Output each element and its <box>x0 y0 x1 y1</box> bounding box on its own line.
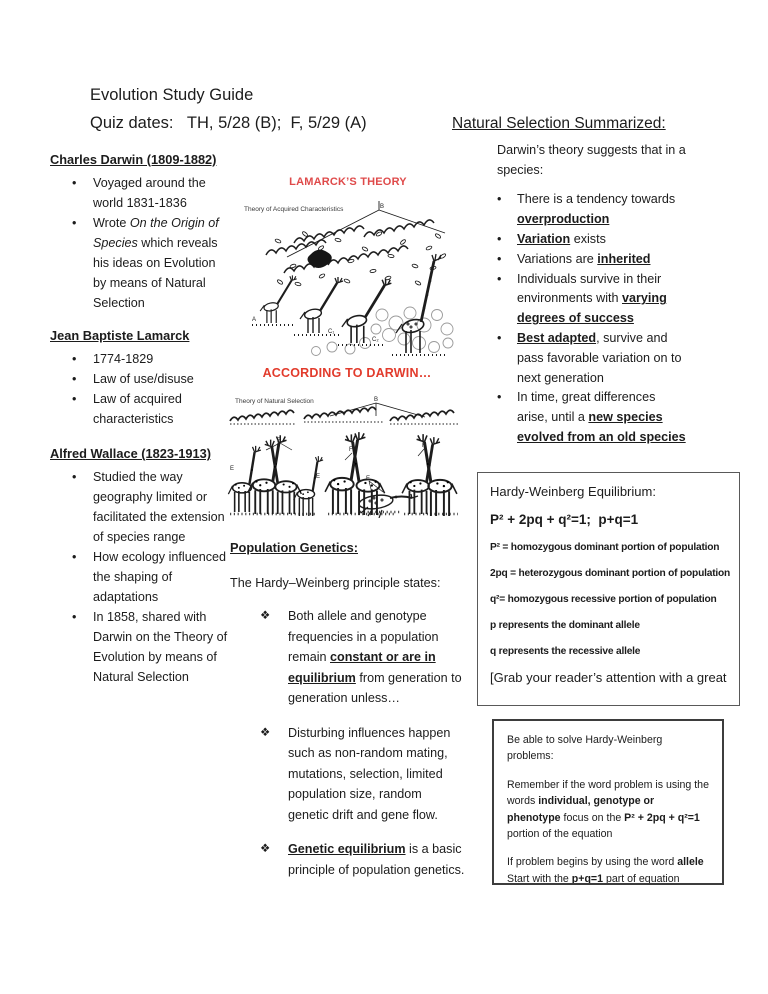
list-item-text: Voyaged around the world 1831-1836 <box>93 176 206 210</box>
hw-definition: q represents the recessive allele <box>490 646 641 657</box>
bullet-icon: • <box>497 330 502 345</box>
bullet-icon: • <box>72 470 77 484</box>
figure-annotation: E <box>316 474 321 480</box>
list-item <box>50 389 231 429</box>
figure-annotation: A <box>252 317 257 323</box>
list-item-text: There is a tendency towards overproduction <box>517 192 676 227</box>
hardy-weinberg-box <box>477 472 740 706</box>
hw-definition: q²= homozygous recessive portion of population <box>490 594 717 605</box>
list-item-text: In 1858, shared with Darwin on the Theory of Evolution by means of Natural Selection <box>93 610 228 684</box>
list-item-text: Disturbing influences happen such as non-random mating, mutations, selection, limited population size, random genetic drift and gene flow. <box>288 725 451 822</box>
list-item <box>50 467 231 547</box>
bullet-icon: • <box>72 352 77 366</box>
figure-annotation: E <box>230 466 235 472</box>
list-item-text: Both allele and genotype frequencies in a population remain constant or are in equilibrium from generation to generation unless… <box>288 609 462 705</box>
list-item-text: Law of use/disuse <box>93 372 194 386</box>
figure-annotation: F <box>422 443 426 449</box>
hw-definition: p represents the dominant allele <box>490 620 640 631</box>
figure-annotation: B <box>379 204 385 210</box>
darwin-figure-title: ACCORDING TO DARWIN… <box>262 366 432 380</box>
list-item <box>452 230 689 250</box>
diamond-bullet-icon: ❖ <box>260 610 271 622</box>
bullet-icon: • <box>72 610 77 624</box>
figure-annotation: E <box>366 476 371 482</box>
list-item-text: In time, great differences arise, until a new species evolved from an old species <box>517 390 686 444</box>
lamarck-figure-caption: Theory of Acquired Characteristics <box>244 206 344 213</box>
page-title: Evolution Study Guide <box>90 86 254 104</box>
quiz-dates: Quiz dates: TH, 5/28 (B); F, 5/29 (A) <box>90 114 367 132</box>
list-item <box>50 369 231 389</box>
solve-box-title: Be able to solve Hardy-Weinberg problems: <box>507 734 663 763</box>
list-item-text: Law of acquired characteristics <box>93 392 182 426</box>
list-item <box>452 250 689 270</box>
bullet-icon: • <box>497 192 502 207</box>
section-heading: Charles Darwin (1809-1882) <box>50 152 217 167</box>
bullet-icon: • <box>497 231 502 246</box>
list-item <box>50 173 231 213</box>
natural-selection-heading: Natural Selection Summarized: <box>452 115 666 132</box>
list-item-text: Studied the way geography limited or facilitated the extension of species range <box>93 470 225 544</box>
hw-placeholder-text: [Grab your reader’s attention with a great <box>490 670 727 685</box>
bullet-icon: • <box>497 251 502 266</box>
section-charles-darwin <box>50 150 231 313</box>
section-heading: Jean Baptiste Lamarck <box>50 328 190 343</box>
list-item <box>452 270 689 329</box>
diamond-bullet-icon: ❖ <box>260 843 271 855</box>
list-item <box>50 213 231 313</box>
section-lamarck <box>50 326 231 429</box>
list-item <box>230 606 465 709</box>
lamarck-theory-image <box>232 197 460 359</box>
solve-problems-box <box>492 719 724 885</box>
hw-definition: 2pq = heterozygous dominant portion of population <box>490 568 731 579</box>
list-item <box>50 547 231 607</box>
list-item-text: Genetic equilibrium is a basic principle of population genetics. <box>288 842 465 877</box>
figure-annotation: B <box>373 397 379 403</box>
lamarck-figure-title: LAMARCK’S THEORY <box>289 176 407 188</box>
section-heading: Alfred Wallace (1823-1913) <box>50 446 211 461</box>
list-item <box>452 329 689 388</box>
list-item-text: 1774-1829 <box>93 352 154 366</box>
solve-box-paragraph: If problem begins by using the word allele Start with the p+q=1 part of equation <box>507 856 704 885</box>
left-column <box>50 150 231 687</box>
figure-annotation: C₁ <box>328 329 335 335</box>
population-genetics-section <box>230 538 465 894</box>
solve-box-paragraph: Remember if the word problem is using the words individual, genotype or phenotype focus on the P² + 2pq + q²=1 portion of the equation <box>507 778 709 841</box>
darwin-figure-caption: Theory of Natural Selection <box>235 398 314 405</box>
bullet-icon: • <box>72 176 77 190</box>
darwin-theory-image <box>226 390 462 518</box>
list-item <box>230 839 465 880</box>
natural-selection-intro: Darwin’s theory suggests that in a species: <box>497 142 686 177</box>
diamond-bullet-icon: ❖ <box>260 726 271 739</box>
list-item-text: Variation exists <box>517 231 606 246</box>
figure-annotation: F <box>277 438 281 444</box>
list-item <box>452 190 689 230</box>
bullet-icon: • <box>497 271 502 286</box>
list-item-text: Best adapted, survive and pass favorable variation on to next generation <box>517 330 682 385</box>
bullet-icon: • <box>497 390 502 405</box>
bullet-icon: • <box>72 550 77 564</box>
lamarck-figure <box>232 176 464 359</box>
darwin-figure <box>226 366 468 518</box>
natural-selection-section <box>452 114 744 448</box>
bullet-icon: • <box>72 372 77 386</box>
list-item-text: Individuals survive in their environments with varying degrees of success <box>517 271 667 326</box>
hw-definition: P² = homozygous dominant portion of population <box>490 542 720 553</box>
list-item <box>452 388 689 447</box>
population-genetics-intro: The Hardy–Weinberg principle states: <box>230 575 441 590</box>
list-item-text: Wrote On the Origin of Species which reveals his ideas on Evolution by means of Natural Selection <box>93 216 219 310</box>
hardy-weinberg-title: Hardy-Weinberg Equilibrium: <box>490 484 656 499</box>
figure-annotation: F <box>349 447 353 453</box>
list-item <box>50 607 231 687</box>
list-item-text: How ecology influenced the shaping of adaptations <box>93 550 227 604</box>
hardy-weinberg-equation: P² + 2pq + q²=1; p+q=1 <box>490 512 639 527</box>
section-wallace <box>50 444 231 687</box>
figure-annotation: C₂ <box>372 337 379 343</box>
list-item <box>230 723 465 826</box>
bullet-icon: • <box>72 216 77 230</box>
population-genetics-heading: Population Genetics: <box>230 540 358 555</box>
bullet-icon: • <box>72 392 77 406</box>
list-item-text: Variations are inherited <box>517 251 651 266</box>
list-item <box>50 349 231 369</box>
